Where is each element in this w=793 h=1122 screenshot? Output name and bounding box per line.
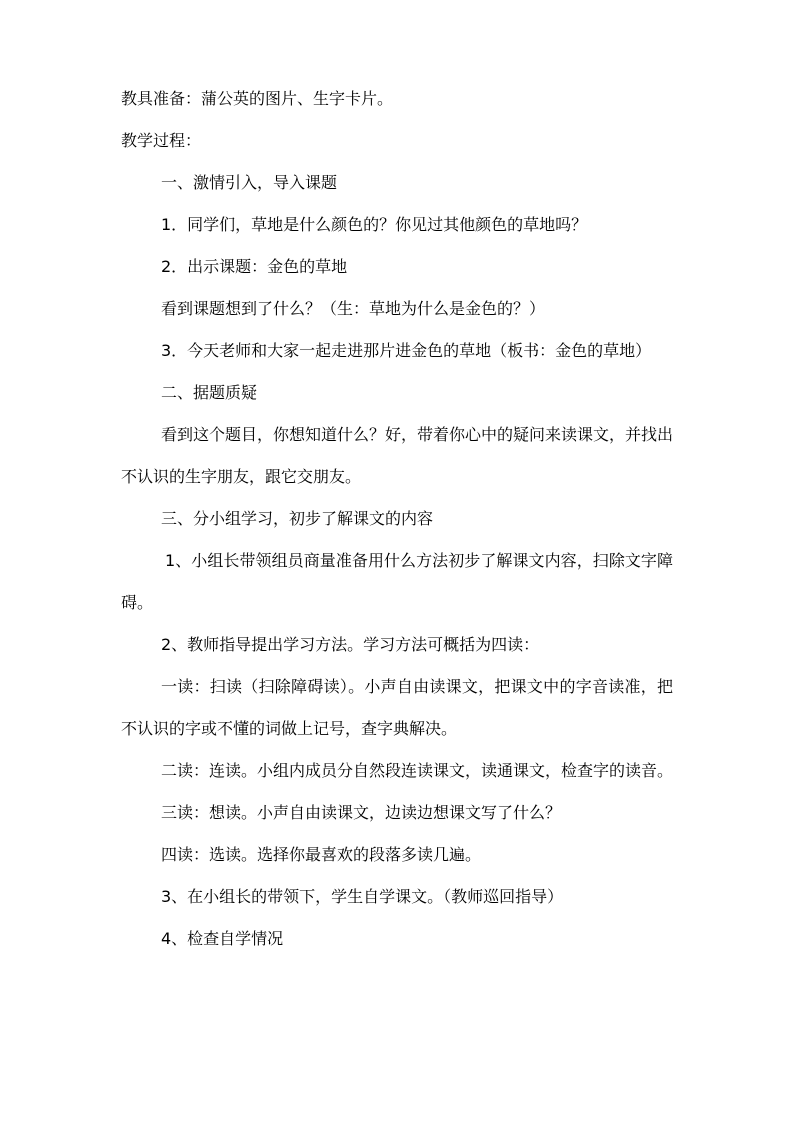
paragraph-3: 看到课题想到了什么？（生：草地为什么是金色的？） — [161, 299, 546, 318]
paragraph-10: 三读：想读。小声自由读课文，边读边想课文写了什么？ — [161, 803, 562, 822]
paragraph-2: 2．出示课题：金色的草地 — [161, 257, 348, 276]
section-two-heading: 二、据题质疑 — [161, 383, 258, 402]
paragraph-9: 二读：连读。小组内成员分自然段连读课文，读通课文，检查字的读音。 — [161, 761, 674, 780]
paragraph-5: 看到这个题目，你想知道什么？好，带着你心中的疑问来读课文，并找出不认识的生字朋友，跟它交朋友。 — [121, 425, 674, 486]
section-three-heading: 三、分小组学习，初步了解课文的内容 — [161, 509, 434, 528]
document-body — [121, 78, 673, 960]
paragraph-4: 3．今天老师和大家一起走进那片进金色的草地（板书：金色的草地） — [161, 341, 652, 360]
paragraph-12: 3、在小组长的带领下，学生自学课文。（教师巡回指导） — [161, 887, 564, 906]
paragraph-6: 1、小组长带领组员商量准备用什么方法初步了解课文内容，扫除文字障碍。 — [121, 551, 673, 612]
paragraph-7: 2、教师指导提出学习方法。学习方法可概括为四读： — [161, 635, 540, 654]
paragraph-8: 一读：扫读（扫除障碍读）。小声自由读课文，把课文中的字音读准，把不认识的字或不懂的词做上记号，查字典解决。 — [121, 677, 673, 738]
teaching-process-heading: 教学过程： — [121, 131, 202, 150]
paragraph-11: 四读：选读。选择你最喜欢的段落多读几遍。 — [161, 845, 482, 864]
paragraph-1: 1．同学们，草地是什么颜色的？你见过其他颜色的草地吗？ — [161, 215, 588, 234]
section-one-heading: 一、激情引入，导入课题 — [161, 173, 338, 192]
teaching-aids-line: 教具准备：蒲公英的图片、生字卡片。 — [121, 89, 394, 108]
paragraph-13: 4、检查自学情况 — [161, 929, 284, 948]
